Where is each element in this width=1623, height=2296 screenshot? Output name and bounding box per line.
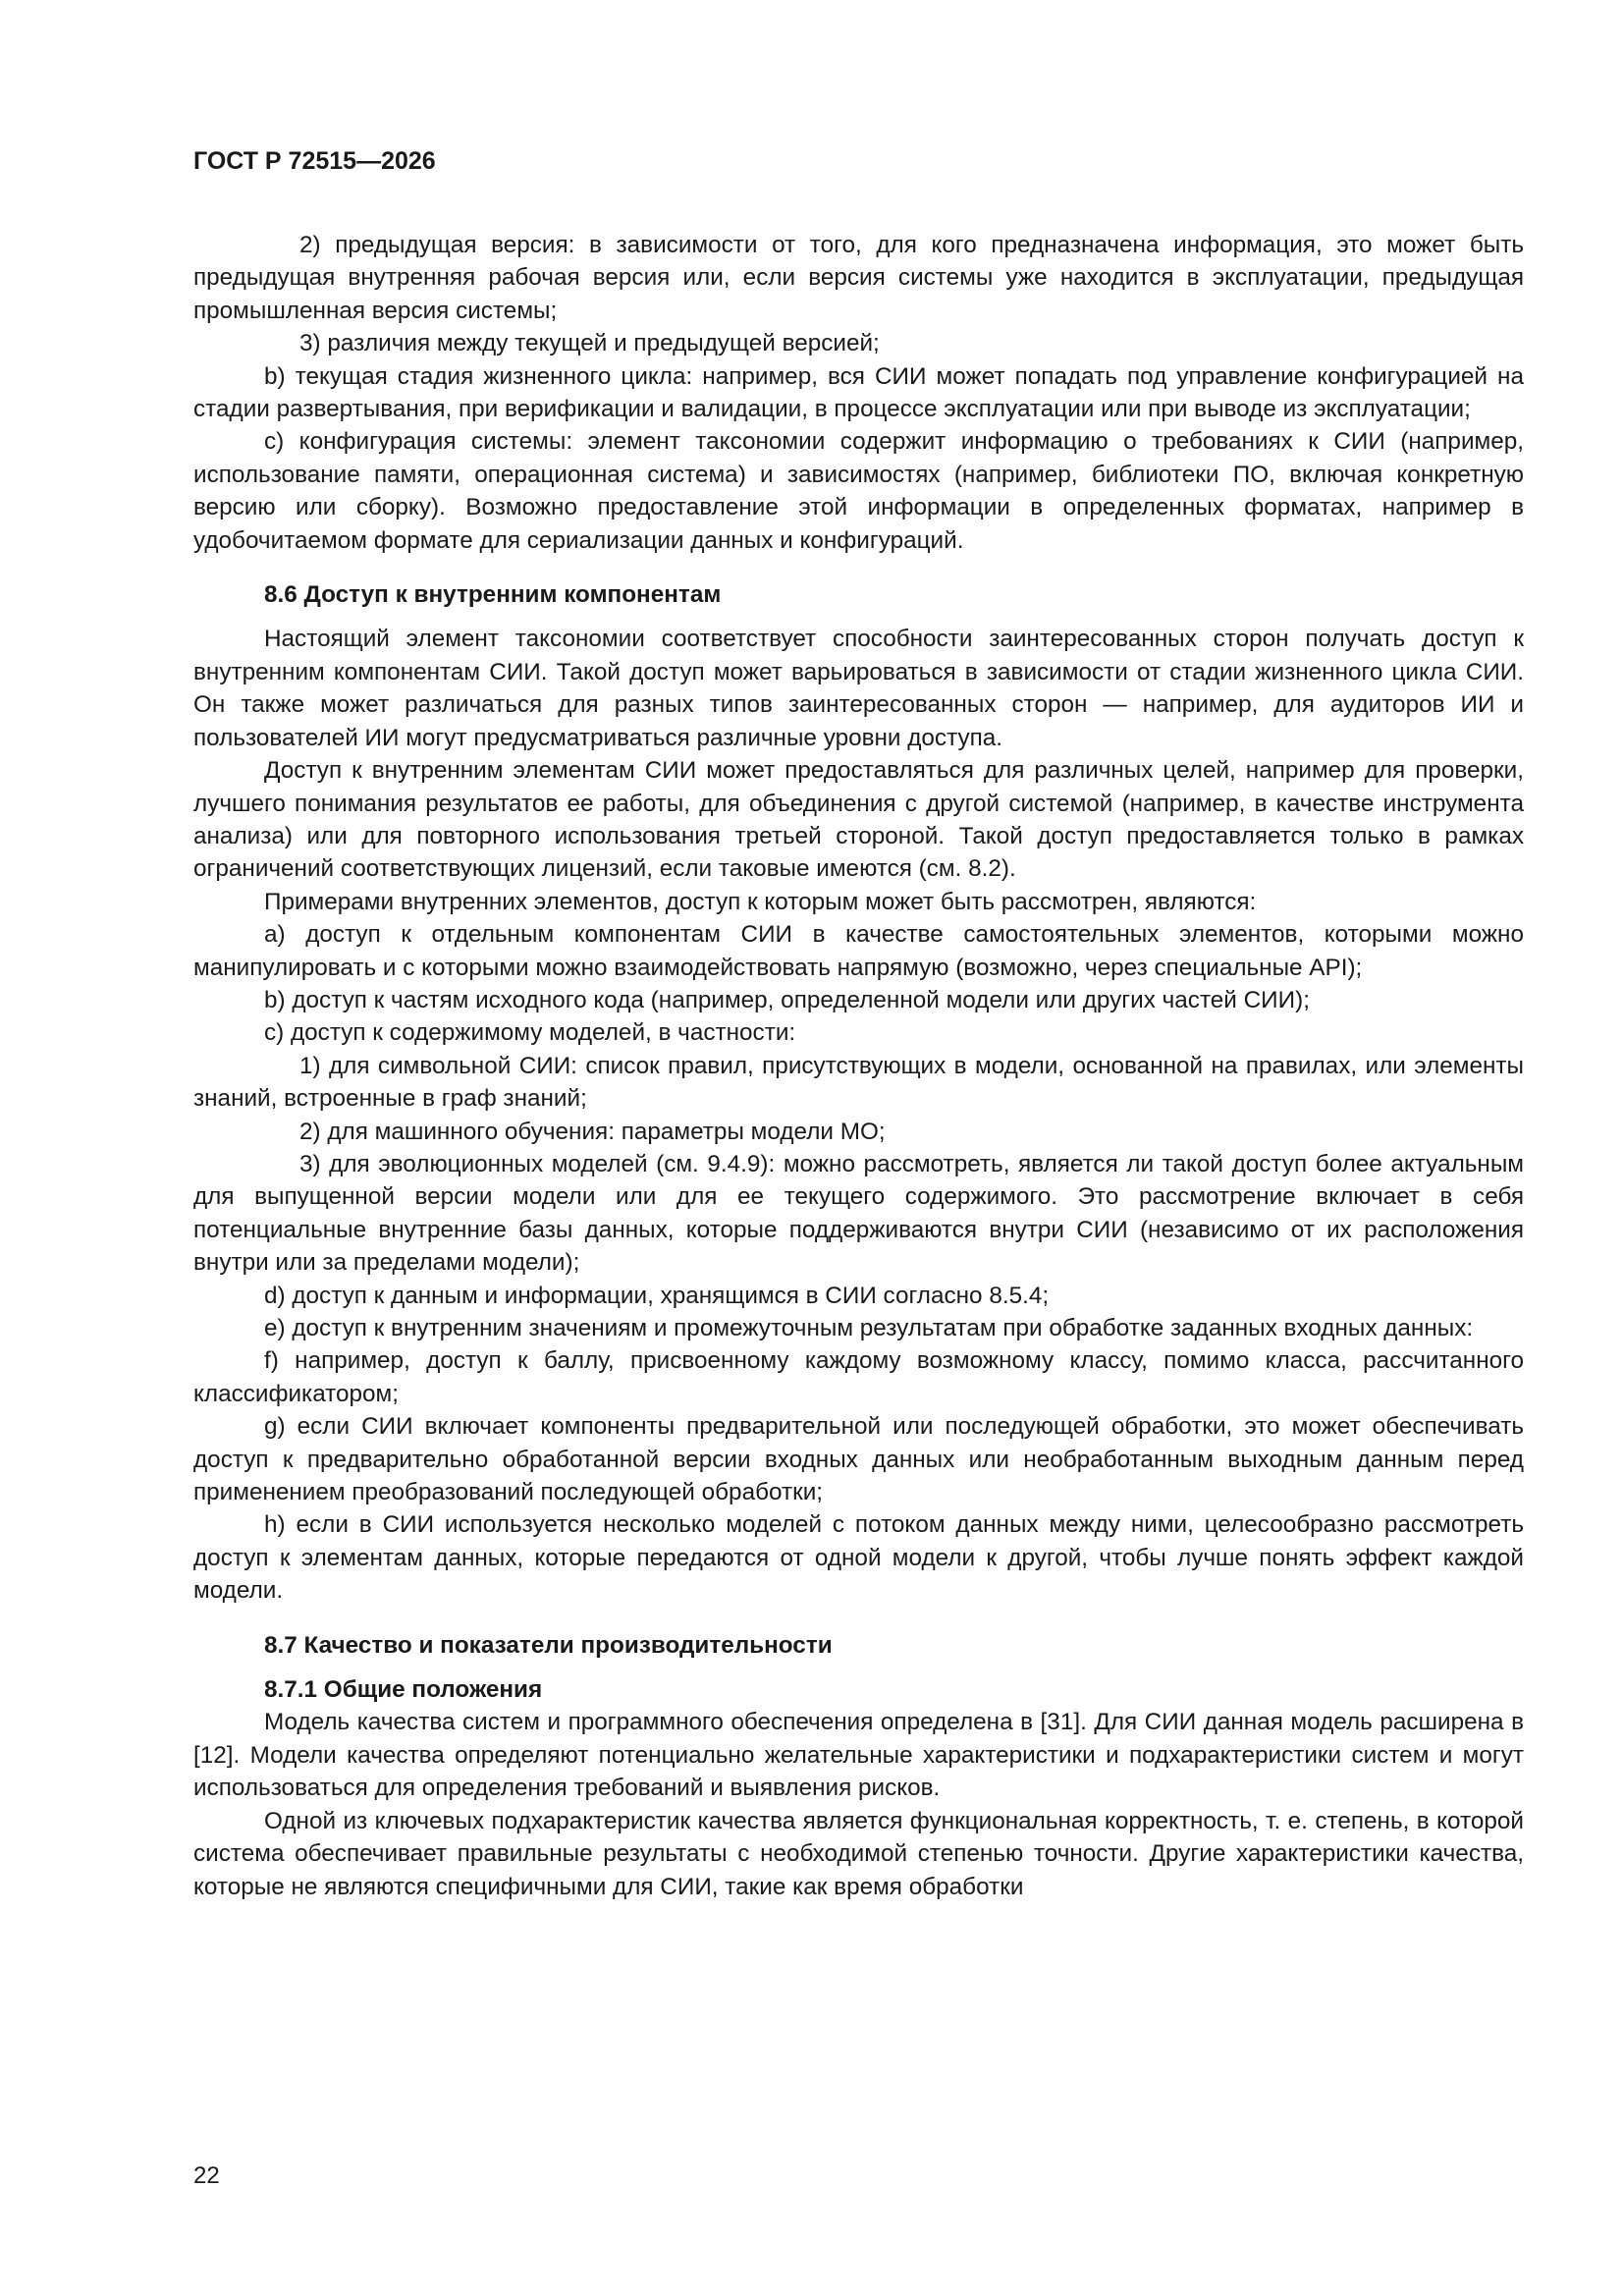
list-item: d) доступ к данным и информации, хранящимся в СИИ согласно 8.5.4; — [264, 1282, 1050, 1309]
list-item: 2) для машинного обучения: параметры модели МО; — [299, 1118, 886, 1145]
list-item: g) если СИИ включает компоненты предварительной или последующей обработки, это может обеспечивать доступ к предварительно обработанной версии входных данных или необработанным выходным данным перед применением преобразований последующей обработки; — [193, 1413, 1524, 1506]
page-number: 22 — [193, 2162, 220, 2189]
list-item: h) если в СИИ используется несколько моделей с потоком данных между ними, целесообразно рассмотреть доступ к элементам данных, которые передаются от одной модели к другой, чтобы лучше понять эффект каждой модели. — [193, 1511, 1524, 1605]
list-item: e) доступ к внутренним значениям и промежуточным результатам при обработке заданных входных данных: — [264, 1315, 1474, 1341]
list-item: c) конфигурация системы: элемент таксономии содержит информацию о требованиях к СИИ (например, использование памяти, операционная система) и зависимостях (например, библиотеки ПО, включая конкретную версию или сборку). Возможно предоставление этой информации в определенных форматах, например в удобочитаемом формате для сериализации данных и конфигураций. — [193, 428, 1524, 554]
section-heading: 8.7 Качество и показатели производительности — [264, 1631, 833, 1659]
section-heading: 8.6 Доступ к внутренним компонентам — [264, 581, 722, 609]
paragraph: Модель качества систем и программного обеспечения определена в [31]. Для СИИ данная модель расширена в [12]. Модели качества определяют потенциально желательные характеристики и подхарактеристики систем и могут использоваться для определения требований и выявления рисков. — [193, 1709, 1524, 1802]
list-item: a) доступ к отдельным компонентам СИИ в качестве самостоятельных элементов, которыми можно манипулировать и с которыми можно взаимодействовать напрямую (возможно, через специальные API); — [193, 921, 1524, 981]
paragraph: Доступ к внутренним элементам СИИ может предоставляться для различных целей, например для проверки, лучшего понимания результатов ее работы, для объединения с другой системой (например, в качестве инструмента анализа) или для повторного использования третьей стороной. Такой доступ предоставляется только в рамках ограничений соответствующих лицензий, если таковые имеются (см. 8.2). — [193, 757, 1524, 883]
paragraph: Примерами внутренних элементов, доступ к которым может быть рассмотрен, являются: — [264, 888, 1257, 915]
document-header: ГОСТ Р 72515—2026 — [193, 147, 436, 175]
document-body — [193, 229, 1524, 1903]
list-item: 3) для эволюционных моделей (см. 9.4.9): можно рассмотреть, является ли такой доступ более актуальным для выпущенной версии модели или для ее текущего содержимого. Это рассмотрение включает в себя потенциальные внутренние базы данных, которые поддерживаются внутри СИИ (независимо от их расположения внутри или за пределами модели); — [193, 1150, 1524, 1277]
list-item: b) доступ к частям исходного кода (например, определенной модели или других частей СИИ); — [264, 986, 1310, 1013]
list-item: c) доступ к содержимому моделей, в частности: — [264, 1019, 796, 1047]
list-item: 2) предыдущая версия: в зависимости от того, для кого предназначена информация, это может быть предыдущая внутренняя рабочая версия или, если версия системы уже находится в эксплуатации, предыдущая промышленная версия системы; — [193, 232, 1524, 324]
list-item: 3) различия между текущей и предыдущей версией; — [299, 330, 880, 357]
paragraph: Настоящий элемент таксономии соответствует способности заинтересованных сторон получать доступ к внутренним компонентам СИИ. Такой доступ может варьироваться в зависимости от стадии жизненного цикла СИИ. Он также может различаться для разных типов заинтересованных сторон — например, для аудиторов ИИ и пользователей ИИ могут предусматриваться различные уровни доступа. — [193, 626, 1524, 751]
paragraph: Одной из ключевых подхарактеристик качества является функциональная корректность, т. е. степень, в которой система обеспечивает правильные результаты с необходимой степенью точности. Другие характеристики качества, которые не являются специфичными для СИИ, такие как время обработки — [193, 1807, 1524, 1900]
list-item: f) например, доступ к баллу, присвоенному каждому возможному классу, помимо класса, рассчитанного классификатором; — [193, 1347, 1524, 1407]
list-item: b) текущая стадия жизненного цикла: например, вся СИИ может попадать под управление конфигурацией на стадии развертывания, при верификации и валидации, в процессе эксплуатации или при выводе из эксплуатации; — [193, 362, 1524, 423]
list-item: 1) для символьной СИИ: список правил, присутствующих в модели, основанной на правилах, или элементы знаний, встроенные в граф знаний; — [193, 1052, 1524, 1113]
subsection-heading: 8.7.1 Общие положения — [264, 1676, 543, 1704]
